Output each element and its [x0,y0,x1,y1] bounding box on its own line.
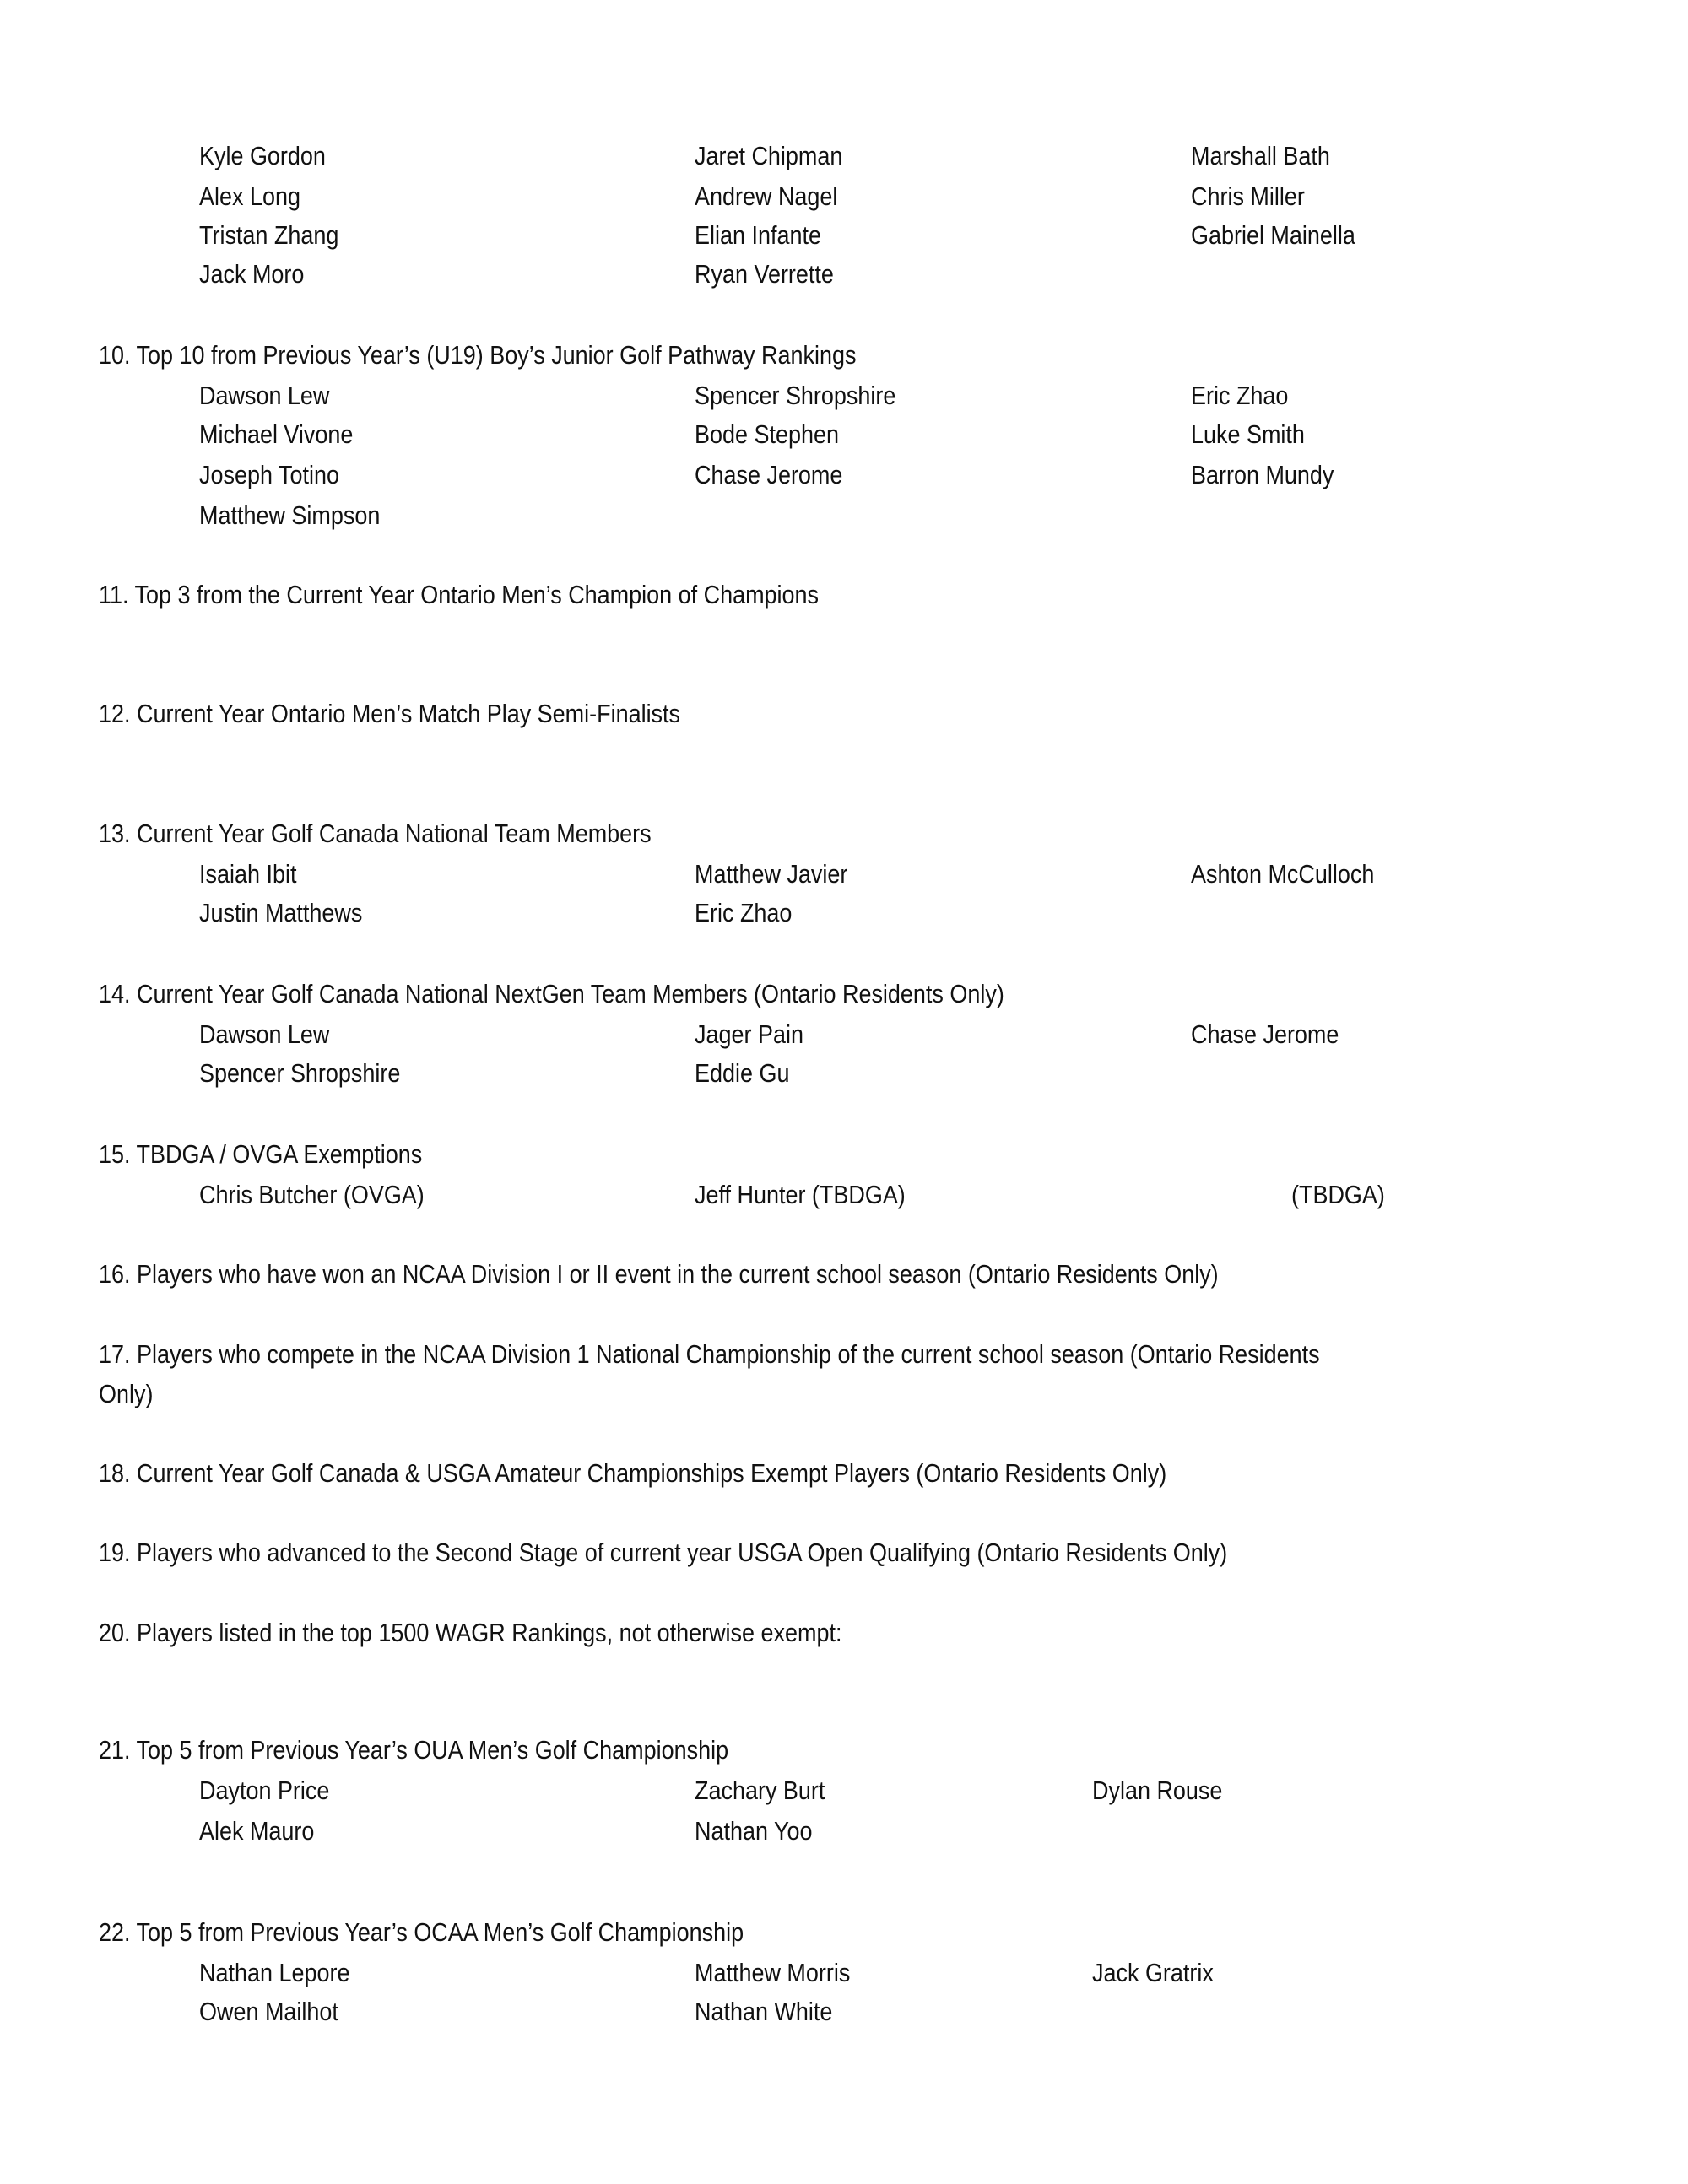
player-name: Alek Mauro [199,1816,315,1846]
player-name: Barron Mundy [1191,460,1334,489]
section-heading-17-cont: Only) [99,1379,154,1408]
section-heading-15: 15. TBDGA / OVGA Exemptions [99,1139,423,1169]
section-heading-14: 14. Current Year Golf Canada National NextGen Team Members (Ontario Residents Only) [99,979,1004,1008]
player-name: Isaiah Ibit [199,859,297,889]
player-name: Gabriel Mainella [1191,220,1355,250]
player-name: Nathan White [695,1997,833,2026]
player-name: Bode Stephen [695,419,839,449]
player-name: Matthew Morris [695,1958,851,1987]
player-name: Marshall Bath [1191,141,1330,170]
section-heading-16: 16. Players who have won an NCAA Division I or II event in the current school season (Ontario Residents Only) [99,1259,1219,1289]
section-heading-17: 17. Players who compete in the NCAA Division 1 National Championship of the current school season (Ontario Residents [99,1339,1320,1369]
player-name: Dylan Rouse [1092,1776,1223,1805]
section-heading-22: 22. Top 5 from Previous Year’s OCAA Men’s Golf Championship [99,1917,744,1947]
player-name: Chase Jerome [1191,1019,1339,1049]
player-name: Spencer Shropshire [695,381,896,410]
player-name: Joseph Totino [199,460,339,489]
player-name: Nathan Yoo [695,1816,813,1846]
section-heading-10: 10. Top 10 from Previous Year’s (U19) Boy’s Junior Golf Pathway Rankings [99,340,857,370]
section-heading-13: 13. Current Year Golf Canada National Team Members [99,819,652,848]
player-name: Jager Pain [695,1019,803,1049]
player-name: Michael Vivone [199,419,354,449]
player-name: Jeff Hunter (TBDGA) [695,1180,906,1209]
player-name: Ashton McCulloch [1191,859,1375,889]
section-heading-18: 18. Current Year Golf Canada & USGA Amateur Championships Exempt Players (Ontario Residents Only) [99,1458,1167,1488]
player-name: Chase Jerome [695,460,843,489]
player-name: Jaret Chipman [695,141,843,170]
player-name: Dayton Price [199,1776,330,1805]
player-name: Andrew Nagel [695,181,838,211]
section-heading-19: 19. Players who advanced to the Second Stage of current year USGA Open Qualifying (Ontario Residents Only) [99,1538,1228,1567]
player-name: Matthew Javier [695,859,848,889]
player-name: Matthew Simpson [199,500,381,530]
section-heading-20: 20. Players listed in the top 1500 WAGR Rankings, not otherwise exempt: [99,1618,842,1647]
player-name: Kyle Gordon [199,141,326,170]
section-heading-21: 21. Top 5 from Previous Year’s OUA Men’s Golf Championship [99,1735,729,1765]
player-name: Dawson Lew [199,1019,330,1049]
player-name: Dawson Lew [199,381,330,410]
player-name: Chris Miller [1191,181,1305,211]
player-name: Jack Moro [199,259,305,289]
player-name: Chris Butcher (OVGA) [199,1180,425,1209]
player-name: Tristan Zhang [199,220,339,250]
section-heading-11: 11. Top 3 from the Current Year Ontario Men’s Champion of Champions [99,580,820,609]
player-name: Alex Long [199,181,300,211]
player-name: Eric Zhao [695,898,793,927]
player-name: Eric Zhao [1191,381,1289,410]
player-name: Nathan Lepore [199,1958,350,1987]
player-name: Jack Gratrix [1092,1958,1214,1987]
player-name: Ryan Verrette [695,259,834,289]
player-name: Elian Infante [695,220,821,250]
player-name: Eddie Gu [695,1058,790,1088]
player-name: Zachary Burt [695,1776,825,1805]
player-name: Owen Mailhot [199,1997,338,2026]
player-name: Luke Smith [1191,419,1305,449]
player-name: Spencer Shropshire [199,1058,401,1088]
section-heading-12: 12. Current Year Ontario Men’s Match Play Semi-Finalists [99,699,681,728]
player-name: (TBDGA) [1291,1180,1385,1209]
player-name: Justin Matthews [199,898,363,927]
